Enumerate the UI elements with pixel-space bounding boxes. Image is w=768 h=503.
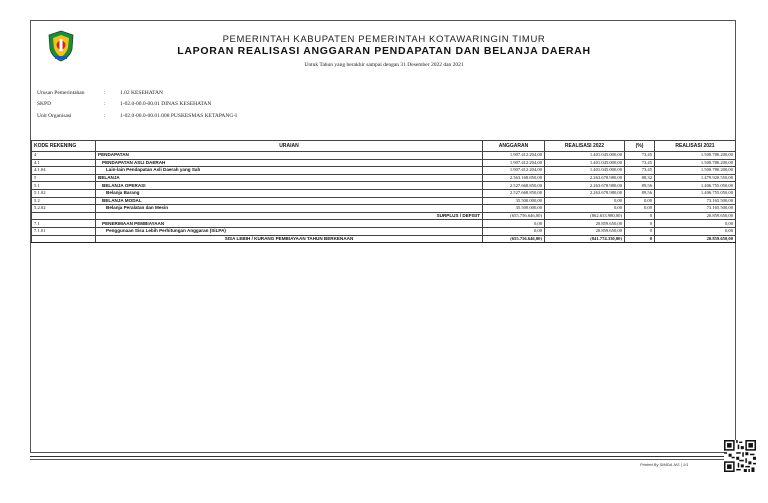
table-row	[32, 197, 736, 205]
cell-anggaran: 2.527.668.850,00	[483, 182, 545, 190]
cell-percent: 73,45	[625, 159, 655, 167]
cell-realisasi-2022: 2.263.678.980,00	[545, 174, 625, 182]
cell-realisasi-2022: 1.401.045.000,00	[545, 167, 625, 175]
cell-realisasi-2022: 1.401.045.000,00	[545, 159, 625, 167]
info-value: 1.02 KESEHATAN	[120, 90, 163, 96]
cell-realisasi-2021: 1.500.780.200,00	[655, 167, 736, 175]
realisasi-table	[31, 140, 735, 243]
cell-uraian: Belanja Peralatan dan Mesin	[96, 205, 483, 213]
cell-uraian: PENDAPATAN ASLI DAERAH	[96, 159, 483, 167]
table-row	[32, 189, 736, 197]
footer-divider	[30, 456, 736, 457]
cell-realisasi-2021: 0,00	[655, 227, 736, 235]
cell-anggaran: (655.756.646,00)	[483, 235, 545, 243]
table-row	[32, 152, 736, 160]
cell-anggaran: (655.756.646,00)	[483, 212, 545, 220]
cell-realisasi-2021: 1.406.755.050,00	[655, 189, 736, 197]
cell-anggaran: 2.563.168.850,00	[483, 174, 545, 182]
info-value: 1-02.0-00.0-00.01.008 PUSKESMAS KETAPANG-I	[120, 113, 238, 119]
table-body	[32, 152, 736, 243]
printed-by-label: Printed By SIMDA-NG | 1/1	[640, 462, 689, 467]
footer-divider-thin	[30, 459, 736, 460]
cell-anggaran: 35.500.000,00	[483, 197, 545, 205]
table-row	[32, 235, 736, 243]
cell-uraian: Belanja Barang	[96, 189, 483, 197]
cell-percent: 0	[625, 220, 655, 228]
cell-percent: 0,00	[625, 197, 655, 205]
cell-kode	[32, 235, 96, 243]
cell-realisasi-2021: 73.165.500,00	[655, 197, 736, 205]
cell-uraian: Penggunaan Sisa Lebih Perhitungan Anggaran (SiLPA)	[96, 227, 483, 235]
info-label: SKPD	[37, 101, 52, 107]
cell-kode: 4.1	[32, 159, 96, 167]
report-period: Untuk Tahun yang berakhir sampai dengan 31 Desember 2022 dan 2021	[304, 62, 464, 68]
col-header-percent: (%)	[625, 141, 655, 152]
cell-kode: 7.1	[32, 220, 96, 228]
cell-anggaran: 1.907.412.204,00	[483, 159, 545, 167]
cell-kode: 5.1.02	[32, 189, 96, 197]
cell-realisasi-2021: 1.500.780.200,00	[655, 159, 736, 167]
cell-realisasi-2022: 20.859.650,00	[545, 227, 625, 235]
table-row	[32, 174, 736, 182]
cell-realisasi-2021: 20.859.650,00	[655, 235, 736, 243]
cell-kode	[32, 212, 96, 220]
cell-realisasi-2021: 73.165.500,00	[655, 205, 736, 213]
cell-realisasi-2021: 1.500.780.200,00	[655, 152, 736, 160]
info-label: Unit Organisasi	[37, 113, 72, 119]
report-title: LAPORAN REALISASI ANGGARAN PENDAPATAN DAN BELANJA DAERAH	[177, 45, 591, 57]
info-label: Urusan Pemerintahan	[37, 90, 85, 96]
cell-realisasi-2022: 0,00	[545, 205, 625, 213]
cell-kode: 4.1.04	[32, 167, 96, 175]
cell-uraian: BELANJA OPERASI	[96, 182, 483, 190]
info-separator: :	[104, 90, 106, 96]
cell-anggaran: 2.527.668.850,00	[483, 189, 545, 197]
cell-anggaran: 35.500.000,00	[483, 205, 545, 213]
report-government-title: PEMERINTAH KABUPATEN PEMERINTAH KOTAWARINGIN TIMUR	[222, 34, 546, 45]
cell-realisasi-2022: 0,00	[545, 197, 625, 205]
cell-uraian: PENDAPATAN	[96, 152, 483, 160]
cell-anggaran: 0,00	[483, 220, 545, 228]
cell-kode: 5.2.02	[32, 205, 96, 213]
cell-anggaran: 0,00	[483, 227, 545, 235]
col-header-realisasi-2022: REALISASI 2022	[545, 141, 625, 152]
table-row	[32, 182, 736, 190]
cell-anggaran: 1.907.412.204,00	[483, 167, 545, 175]
cell-uraian: SISA LEBIH / KURANG PEMBIAYAAN TAHUN BERKENAAN	[96, 235, 483, 243]
cell-realisasi-2021: 1.406.755.050,00	[655, 182, 736, 190]
cell-realisasi-2022: 2.263.678.980,00	[545, 182, 625, 190]
table-row	[32, 167, 736, 175]
table-row	[32, 227, 736, 235]
cell-percent: 0	[625, 235, 655, 243]
cell-realisasi-2022: 2.263.678.980,00	[545, 189, 625, 197]
info-value: 1-02.0-00.0-00.01 DINAS KESEHATAN	[120, 101, 212, 107]
col-header-kode: KODE REKENING	[32, 141, 96, 152]
col-header-uraian: URAIAN	[96, 141, 483, 152]
cell-realisasi-2022: (841.774.330,00)	[545, 235, 625, 243]
cell-realisasi-2021: 0,00	[655, 220, 736, 228]
cell-kode: 5	[32, 174, 96, 182]
cell-percent: 0	[625, 227, 655, 235]
cell-uraian: BELANJA MODAL	[96, 197, 483, 205]
table-row	[32, 159, 736, 167]
cell-uraian: BELANJA	[96, 174, 483, 182]
cell-realisasi-2022: 1.401.045.000,00	[545, 152, 625, 160]
table-row	[32, 220, 736, 228]
col-header-anggaran: ANGGARAN	[483, 141, 545, 152]
col-header-realisasi-2021: REALISASI 2021	[655, 141, 736, 152]
table-header-row	[32, 141, 736, 152]
info-separator: :	[104, 101, 106, 107]
cell-realisasi-2022: (862.633.980,00)	[545, 212, 625, 220]
cell-realisasi-2022: 20.859.650,00	[545, 220, 625, 228]
cell-percent: 0,00	[625, 205, 655, 213]
info-separator: :	[104, 113, 106, 119]
cell-kode: 4	[32, 152, 96, 160]
cell-anggaran: 1.907.412.204,00	[483, 152, 545, 160]
cell-percent: 0	[625, 212, 655, 220]
cell-kode: 5.1	[32, 182, 96, 190]
cell-percent: 89,56	[625, 189, 655, 197]
qr-code-icon	[724, 440, 756, 472]
cell-realisasi-2021: 20.859.650,00	[655, 212, 736, 220]
cell-percent: 89,56	[625, 182, 655, 190]
cell-percent: 73,45	[625, 167, 655, 175]
cell-percent: 73,45	[625, 152, 655, 160]
table-row	[32, 205, 736, 213]
cell-realisasi-2021: 1.479.920.550,00	[655, 174, 736, 182]
table-row	[32, 212, 736, 220]
cell-uraian: Lain-lain Pendapatan Asli Daerah yang Sah	[96, 167, 483, 175]
cell-uraian: PENERIMAAN PEMBIAYAAN	[96, 220, 483, 228]
cell-percent: 88,32	[625, 174, 655, 182]
cell-uraian: SURPLUS / DEFISIT	[96, 212, 483, 220]
cell-kode: 5.2	[32, 197, 96, 205]
cell-kode: 7.1.01	[32, 227, 96, 235]
